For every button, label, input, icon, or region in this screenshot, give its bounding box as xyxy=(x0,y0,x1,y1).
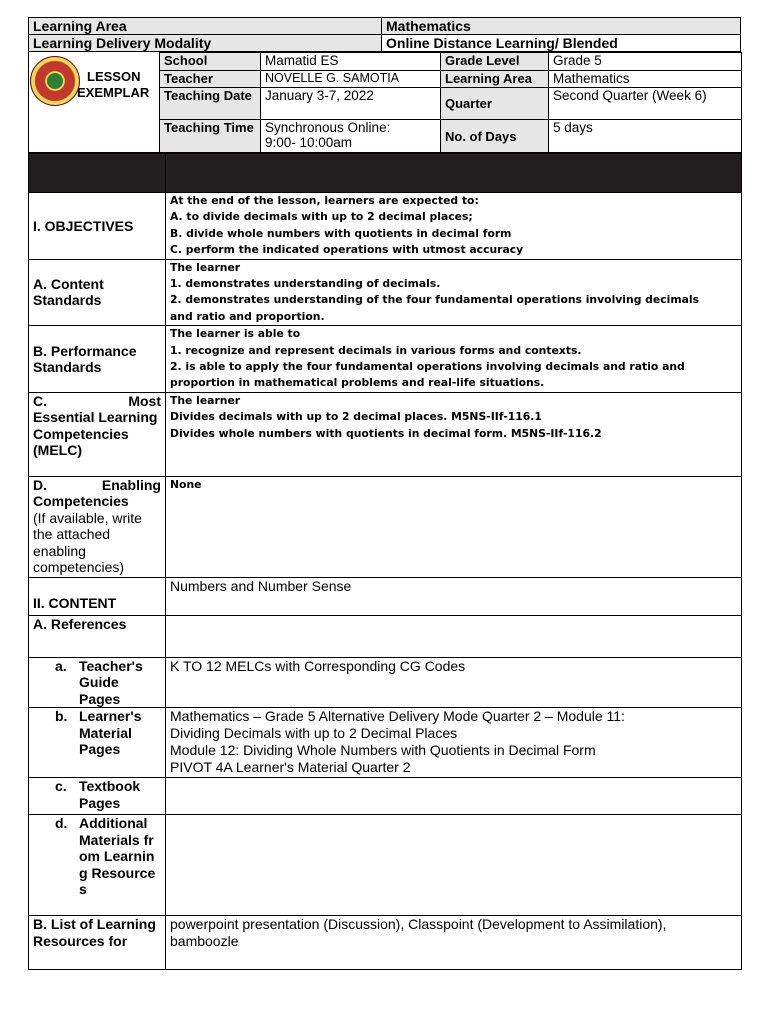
learners-material-line-2: Dividing Decimals with up to 2 Decimal Places xyxy=(170,725,458,742)
enabling-label xyxy=(29,476,166,577)
days-value: 5 days xyxy=(549,120,742,153)
learning-resources-row xyxy=(29,916,742,970)
lesson-body-table xyxy=(28,153,742,970)
deped-school-seal-icon xyxy=(30,56,80,106)
objectives-line-3: B. divide whole numbers with quotients in decimal form xyxy=(170,226,512,240)
lesson-title-line1: LESSON xyxy=(87,69,141,84)
performance-standards-line-1: The learner is able to xyxy=(170,327,301,341)
lesson-info-table xyxy=(159,52,742,153)
melc-label-most: Most xyxy=(128,392,161,409)
content-standards-line-2: 1. demonstrates understanding of decimals. xyxy=(170,277,441,291)
content-label: II. CONTENT xyxy=(29,577,166,615)
learners-material-line-3: Module 12: Dividing Whole Numbers with Quotients in Decimal Form xyxy=(170,742,596,759)
learning-area-value: Mathematics xyxy=(382,18,741,35)
performance-standards-row xyxy=(29,326,742,393)
performance-standards-line-2: 1. recognize and represent decimals in various forms and contexts. xyxy=(170,343,582,357)
melc-line-1: The learner xyxy=(170,393,241,407)
teachers-guide-row xyxy=(29,657,742,708)
learners-material-marker: b. xyxy=(55,708,68,725)
lesson-title-line2: EXEMPLAR xyxy=(77,85,150,100)
learning-resources-label: B. List of Learning Resources for xyxy=(29,916,166,970)
days-label: No. of Days xyxy=(441,120,549,153)
school-value: Mamatid ES xyxy=(261,53,441,71)
school-label: School xyxy=(160,53,261,71)
melc-label-rest: Essential Learning Competencies (MELC) xyxy=(33,409,158,459)
teaching-time-label: Teaching Time xyxy=(160,120,261,153)
references-label: A. References xyxy=(29,615,166,657)
textbook-row xyxy=(29,778,742,815)
additional-materials-label: Additional Materials from Learning Resources xyxy=(79,815,156,898)
melc-line-2: Divides decimals with up to 2 decimal places. M5NS-IIf-116.1 xyxy=(170,410,542,424)
learners-material-label: Learner's Material Pages xyxy=(79,708,142,758)
enabling-label-d: D. xyxy=(33,476,47,493)
teaching-date-label: Teaching Date xyxy=(160,88,261,120)
melc-label-c: C. xyxy=(33,392,47,409)
info-learning-area-value: Mathematics xyxy=(549,71,742,88)
teachers-guide-value: K TO 12 MELCs with Corresponding CG Codes xyxy=(170,657,466,674)
content-standards-line-4: and ratio and proportion. xyxy=(170,309,325,323)
objectives-row xyxy=(29,193,742,260)
enabling-label-note: (If available, write the attached enabling competencies) xyxy=(33,509,142,576)
content-standards-line-3: 2. demonstrates understanding of the four fundamental operations involving decimals xyxy=(170,293,699,307)
enabling-label-competencies: Competencies xyxy=(33,493,129,510)
grade-level-value: Grade 5 xyxy=(549,53,742,71)
references-row xyxy=(29,615,742,657)
teachers-guide-marker: a. xyxy=(55,657,67,674)
teacher-label: Teacher xyxy=(160,71,261,88)
content-standards-row xyxy=(29,259,742,326)
header-table xyxy=(28,17,741,52)
enabling-value: None xyxy=(170,477,202,491)
objectives-line-2: A. to divide decimals with up to 2 decimal places; xyxy=(170,210,473,224)
quarter-value: Second Quarter (Week 6) xyxy=(549,88,742,120)
performance-standards-line-3: 2. is able to apply the four fundamental operations involving decimals and ratio and xyxy=(170,360,685,374)
additional-materials-row xyxy=(29,815,742,916)
textbook-marker: c. xyxy=(55,778,67,795)
grade-level-label: Grade Level xyxy=(441,53,549,71)
melc-label xyxy=(29,392,166,476)
objectives-line-1: At the end of the lesson, learners are expected to: xyxy=(170,194,479,207)
learners-material-line-1: Mathematics – Grade 5 Alternative Delivery Mode Quarter 2 – Module 11: xyxy=(170,708,625,725)
learning-area-label: Learning Area xyxy=(29,18,382,35)
delivery-modality-label: Learning Delivery Modality xyxy=(29,35,382,52)
learners-material-line-4: PIVOT 4A Learner's Material Quarter 2 xyxy=(170,759,411,776)
teaching-time-value xyxy=(261,120,441,153)
enabling-row xyxy=(29,476,742,577)
learners-material-row xyxy=(29,708,742,778)
objectives-label: I. OBJECTIVES xyxy=(29,193,166,260)
content-value: Numbers and Number Sense xyxy=(170,577,352,594)
info-learning-area-label: Learning Area xyxy=(441,71,549,88)
teaching-time-line2: 9:00- 10:00am xyxy=(265,135,353,150)
melc-line-3: Divides whole numbers with quotients in decimal form. M5NS-IIf-116.2 xyxy=(170,426,602,440)
teacher-value: NOVELLE G. SAMOTIA xyxy=(261,71,441,88)
quarter-label: Quarter xyxy=(441,88,549,120)
delivery-modality-value: Online Distance Learning/ Blended xyxy=(382,35,741,52)
additional-materials-marker: d. xyxy=(55,815,68,832)
performance-standards-label: B. Performance Standards xyxy=(29,326,166,393)
content-standards-label: A. Content Standards xyxy=(29,259,166,326)
teachers-guide-label: Teacher's Guide Pages xyxy=(79,657,143,707)
teaching-date-value: January 3-7, 2022 xyxy=(261,88,441,120)
content-standards-line-1: The learner xyxy=(170,260,241,274)
content-row xyxy=(29,577,742,615)
melc-row xyxy=(29,392,742,476)
performance-standards-line-4: proportion in mathematical problems and real-life situations. xyxy=(170,376,545,390)
teaching-time-line1: Synchronous Online: xyxy=(265,120,391,135)
objectives-line-4: C. perform the indicated operations with utmost accuracy xyxy=(170,243,524,257)
textbook-label: Textbook Pages xyxy=(79,778,141,811)
enabling-label-word: Enabling xyxy=(101,476,161,493)
banner-row xyxy=(29,154,742,193)
learning-resources-value: powerpoint presentation (Discussion), Classpoint (Development to Assimilation), bamboozle xyxy=(170,916,667,950)
